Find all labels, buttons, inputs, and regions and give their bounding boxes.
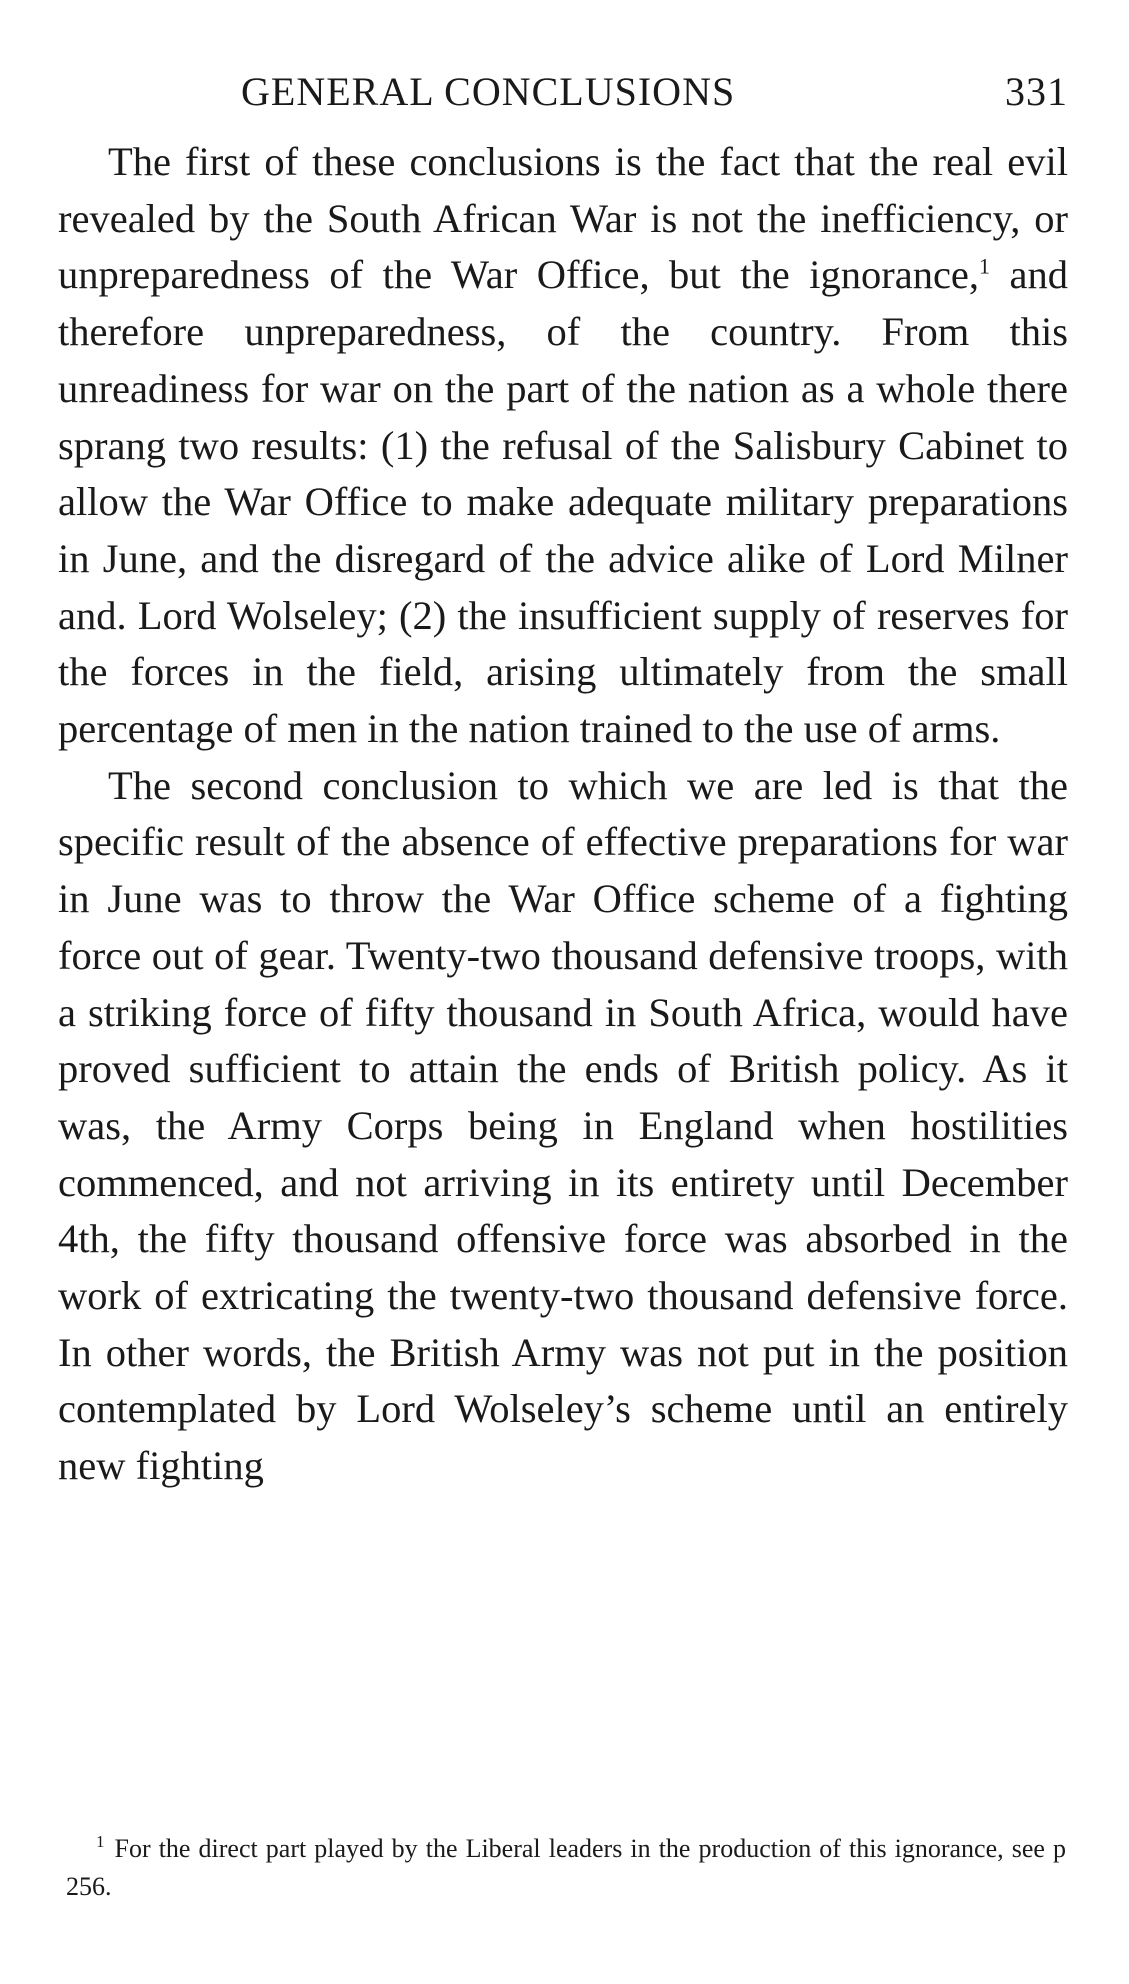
footnote-mark: 1	[96, 1832, 105, 1852]
body-text	[58, 134, 1068, 1495]
footnote-reference[interactable]: 1	[979, 253, 991, 279]
page-number: 331	[1005, 69, 1068, 114]
paragraph	[58, 134, 1068, 758]
running-head: GENERAL CONCLUSIONS	[241, 69, 736, 114]
page-header	[58, 68, 1068, 128]
footnotes	[66, 1830, 1066, 1906]
footnote-text: For the direct part played by the Liberal leaders in the production of this ignorance, see p 256.	[66, 1834, 1066, 1901]
footnote	[66, 1830, 1066, 1906]
paragraph: The second conclusion to which we are led is that the specific result of the absence of effective preparations for war in June was to throw the War Office scheme of a fighting force out of gear. Twenty-two thousand defensive troops, with a striking force of fifty thousand in South Africa, would have proved sufficient to attain the ends of British policy. As it was, the Army Corps being in England when hostilities commenced, and not arriving in its entirety until December 4th, the fifty thousand offensive force was absorbed in the work of extricating the twenty-two thousand defensive force. In other words, the British Army was not put in the position contemplated by Lord Wolseley’s scheme until an entirely new fighting	[58, 762, 1068, 1489]
paragraph-text: The first of these conclusions is the fact that the real evil revealed by the South African War is not the inefficiency, or unpreparedness of the War Office, but the ignorance,	[58, 139, 1068, 298]
paragraph-text: and therefore unpreparedness, of the country. From this unreadiness for war on the part of the nation as a whole there sprang two results: (1) the refusal of the Salisbury Cabinet to allow the War Office to make adequate military preparations in June, and the disregard of the advice alike of Lord Milner and. Lord Wolseley; (2) the insufficient supply of reserves for the forces in the field, arising ultimately from the small percentage of men in the nation trained to the use of arms.	[58, 252, 1068, 752]
